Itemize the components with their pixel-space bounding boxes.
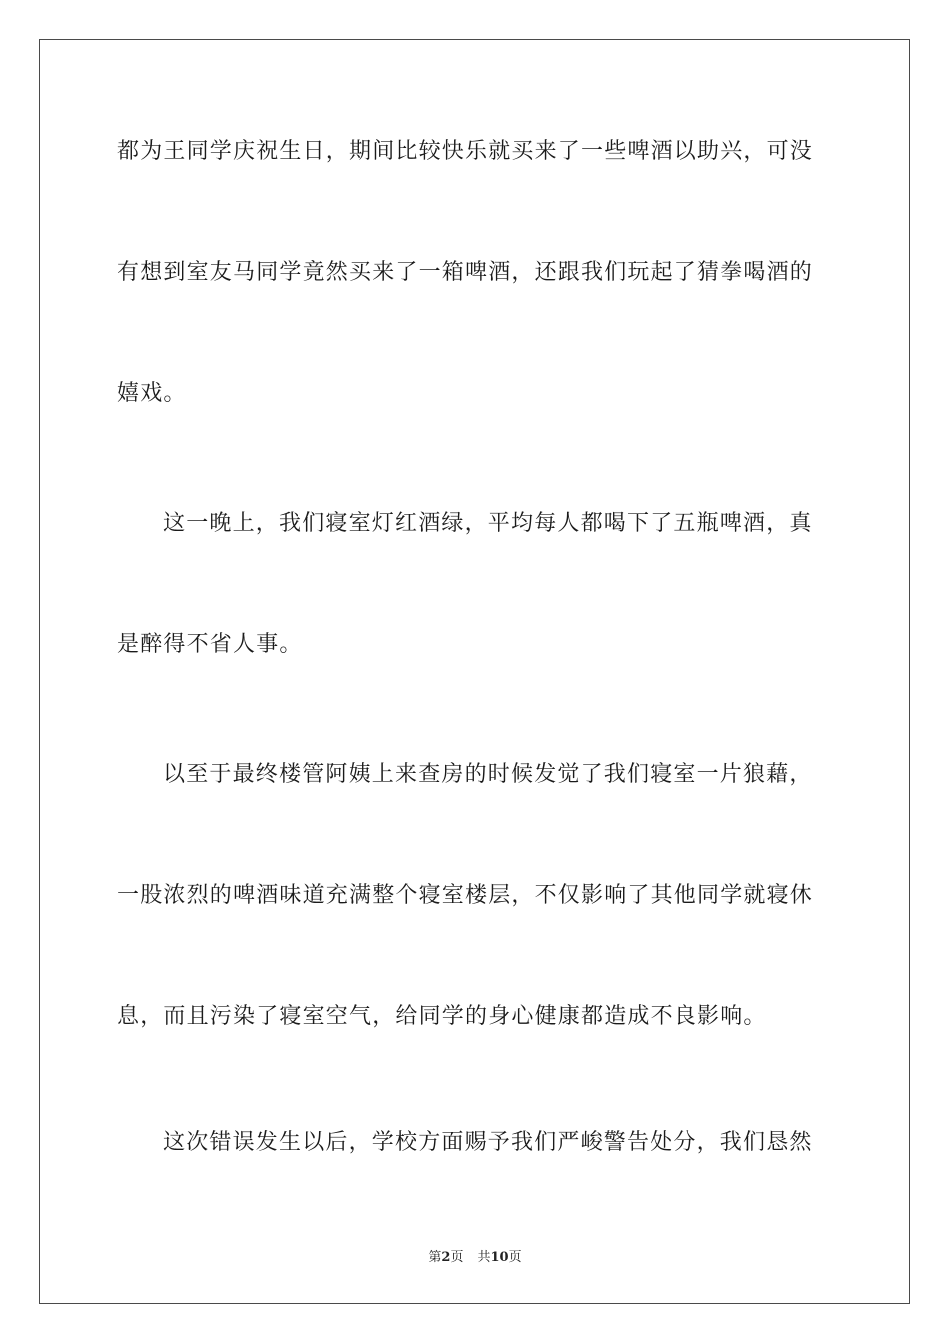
page-number: 2 <box>441 1250 451 1265</box>
text-line: 息，而且污染了寝室空气，给同学的身心健康都造成不良影响。 <box>117 1004 767 1029</box>
text-line: 有想到室友马同学竟然买来了一箱啤酒，还跟我们玩起了猜拳喝酒的 <box>117 260 814 285</box>
page-border <box>39 39 910 1304</box>
page-suffix: 页 <box>450 1250 464 1265</box>
total-prefix: 共 <box>477 1250 491 1265</box>
text-line: 这次错误发生以后，学校方面赐予我们严峻警告处分，我们恳然 <box>163 1130 813 1155</box>
text-line: 都为王同学庆祝生日，期间比较快乐就买来了一些啤酒以助兴，可没 <box>117 139 814 164</box>
page-prefix: 第 <box>428 1250 442 1265</box>
total-pages: 10 <box>490 1250 509 1265</box>
text-line: 是醉得不省人事。 <box>117 632 303 657</box>
text-line: 以至于最终楼管阿姨上来查房的时候发觉了我们寝室一片狼藉， <box>163 762 813 787</box>
total-suffix: 页 <box>508 1250 522 1265</box>
text-line: 嬉戏。 <box>117 381 187 406</box>
page-footer <box>0 1246 950 1265</box>
text-line: 一股浓烈的啤酒味道充满整个寝室楼层，不仅影响了其他同学就寝休 <box>117 883 814 908</box>
text-line: 这一晚上，我们寝室灯红酒绿，平均每人都喝下了五瓶啤酒，真 <box>163 511 813 536</box>
